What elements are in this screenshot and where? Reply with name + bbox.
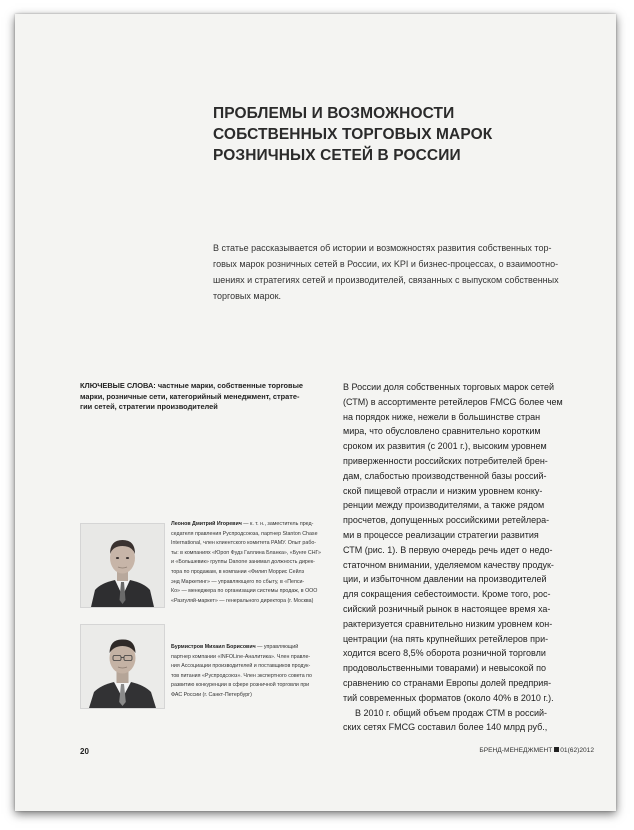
- body-line: дам, слабостью производственной базы россий-: [343, 470, 547, 481]
- keywords-block: [80, 381, 330, 413]
- square-bullet-icon: [554, 747, 559, 752]
- bio-line: тора по продажам, в компании «Филип Моррис Сейлз: [171, 568, 305, 575]
- bio-line: седателя правления Руспродсоюза, партнер Stanton Chase: [171, 530, 318, 537]
- body-line: (СТМ) в ассортименте ретейлеров FMCG более чем: [343, 396, 563, 407]
- bio-line: Ко» — менеджера по организации системы продаж, в ООО: [171, 588, 318, 595]
- body-line: ходится всего 8,5% оборота розничной торговли: [343, 648, 546, 659]
- journal-footer: [479, 747, 594, 754]
- body-line: ции, и избыточном давлении на производителей: [343, 574, 547, 585]
- article-body: [343, 380, 603, 735]
- body-line: ми в процессе реализации стратегии развития: [343, 529, 539, 540]
- bio-line: «Разгуляй-маркет» — генерального директора (г. Москва): [171, 597, 314, 604]
- body-line: В 2010 г. общий объем продаж СТМ в россий-: [355, 707, 548, 718]
- magazine-page: [15, 14, 616, 811]
- title-line: ПРОБЛЕМЫ И ВОЗМОЖНОСТИ: [213, 105, 455, 122]
- journal-issue: 01(62)2012: [560, 747, 594, 754]
- body-line: мира, что обусловлено сравнительно коротким: [343, 426, 541, 437]
- keywords-line: марки, розничные сети, категорийный менеджмент, страте-: [80, 391, 300, 401]
- body-line: на порядок ниже, нежели в большинстве стран: [343, 411, 541, 422]
- bio-text: — управляющий: [255, 644, 299, 650]
- lead-line: шениях и стратегиях сетей и производителей, связанных с выпуском собственных: [213, 275, 559, 285]
- lead-line: говых марок розничных сетей в России, их KPI и бизнес-процессах, о взаимоотно-: [213, 259, 559, 269]
- article-lead: [213, 240, 598, 304]
- body-line: приверженности российских потребителей брен-: [343, 455, 548, 466]
- author-bio-leonov: [171, 520, 336, 606]
- keywords-text: частные марки, собственные торговые: [155, 381, 304, 390]
- body-line: тий современных форматов (около 40% в 2010 г.).: [343, 692, 554, 703]
- body-line: статочном внимании, уделяемом качеству продук-: [343, 559, 554, 570]
- body-line: СТМ (рис. 1). В первую очередь речь идет о недо-: [343, 544, 553, 555]
- body-line: сроком их развития (с 2001 г.), высоким уровнем: [343, 441, 547, 452]
- bio-line: партнер компании «INFOLine-Аналитика». Член правле-: [171, 653, 311, 660]
- author-photo-leonov: [80, 523, 165, 608]
- body-line: рактеризуется сравнительно низким уровнем кон-: [343, 618, 553, 629]
- author-name: Леонов Дмитрий Игоревич: [171, 521, 242, 527]
- bio-line: развитию конкуренции в сфере розничной торговли при: [171, 682, 310, 689]
- bio-line: International, член клиентского комитета РАМУ. Опыт рабо-: [171, 540, 317, 547]
- author-bio-burmistrov: [171, 643, 336, 701]
- body-line: центрации (на пять крупнейших ретейлеров при-: [343, 633, 549, 644]
- body-line: сравнению со странами Европы долей предприя-: [343, 677, 552, 688]
- author-photo-burmistrov: [80, 624, 165, 709]
- body-line: просчетов, допущенных российскими ретейлера-: [343, 515, 550, 526]
- body-line: ренции между производителями, а также рядом: [343, 500, 545, 511]
- bio-line: [171, 643, 336, 653]
- portrait-image: [81, 524, 164, 607]
- journal-name: БРЕНД-МЕНЕДЖМЕНТ: [479, 747, 553, 754]
- bio-line: [171, 520, 336, 530]
- title-line: РОЗНИЧНЫХ СЕТЕЙ В РОССИИ: [213, 147, 461, 164]
- bio-line: тов питания «Руспродсоюз». Член экспертного совета по: [171, 672, 312, 679]
- article-title: [213, 103, 543, 166]
- lead-line: торговых марок.: [213, 291, 282, 301]
- body-line: В России доля собственных торговых марок сетей: [343, 382, 555, 392]
- body-line: сийский розничный рынок в настоящее время ха-: [343, 603, 551, 614]
- portrait-image: [81, 625, 164, 708]
- author-name: Бурмистров Михаил Борисович: [171, 644, 256, 650]
- bio-line: ФАС России (г. Санкт-Петербург): [171, 691, 252, 698]
- bio-line: ты: в компаниях «Юроп Фудз Галлина Бланка», «Бунге СНГ»: [171, 549, 322, 556]
- keywords-line: [80, 381, 330, 392]
- bio-text: — к. т. н., заместитель пред-: [241, 521, 314, 527]
- page-number: 20: [80, 747, 89, 756]
- body-line: продовольственными товарами) и невысокой по: [343, 663, 547, 674]
- keywords-line: гии сетей, стратегии производителей: [80, 402, 218, 411]
- bio-line: и «Большевик» группы Danone занимал должность дирек-: [171, 559, 315, 566]
- body-line: для сокращения себестоимости. Кроме того, рос-: [343, 589, 551, 600]
- lead-line: В статье рассказывается об истории и возможностях развития собственных тор-: [213, 243, 552, 253]
- keywords-label: КЛЮЧЕВЫЕ СЛОВА:: [80, 381, 156, 390]
- bio-line: энд Маркетинг» — управляющего по сбыту, в «Пепси-: [171, 578, 305, 585]
- body-line: ских сетях FMCG составил более 140 млрд руб.,: [343, 722, 548, 733]
- bio-line: ния Ассоциации производителей и поставщиков продук-: [171, 663, 311, 670]
- body-line: ской пищевой отрасли и низким уровнем конку-: [343, 485, 543, 496]
- title-line: СОБСТВЕННЫХ ТОРГОВЫХ МАРОК: [213, 126, 493, 143]
